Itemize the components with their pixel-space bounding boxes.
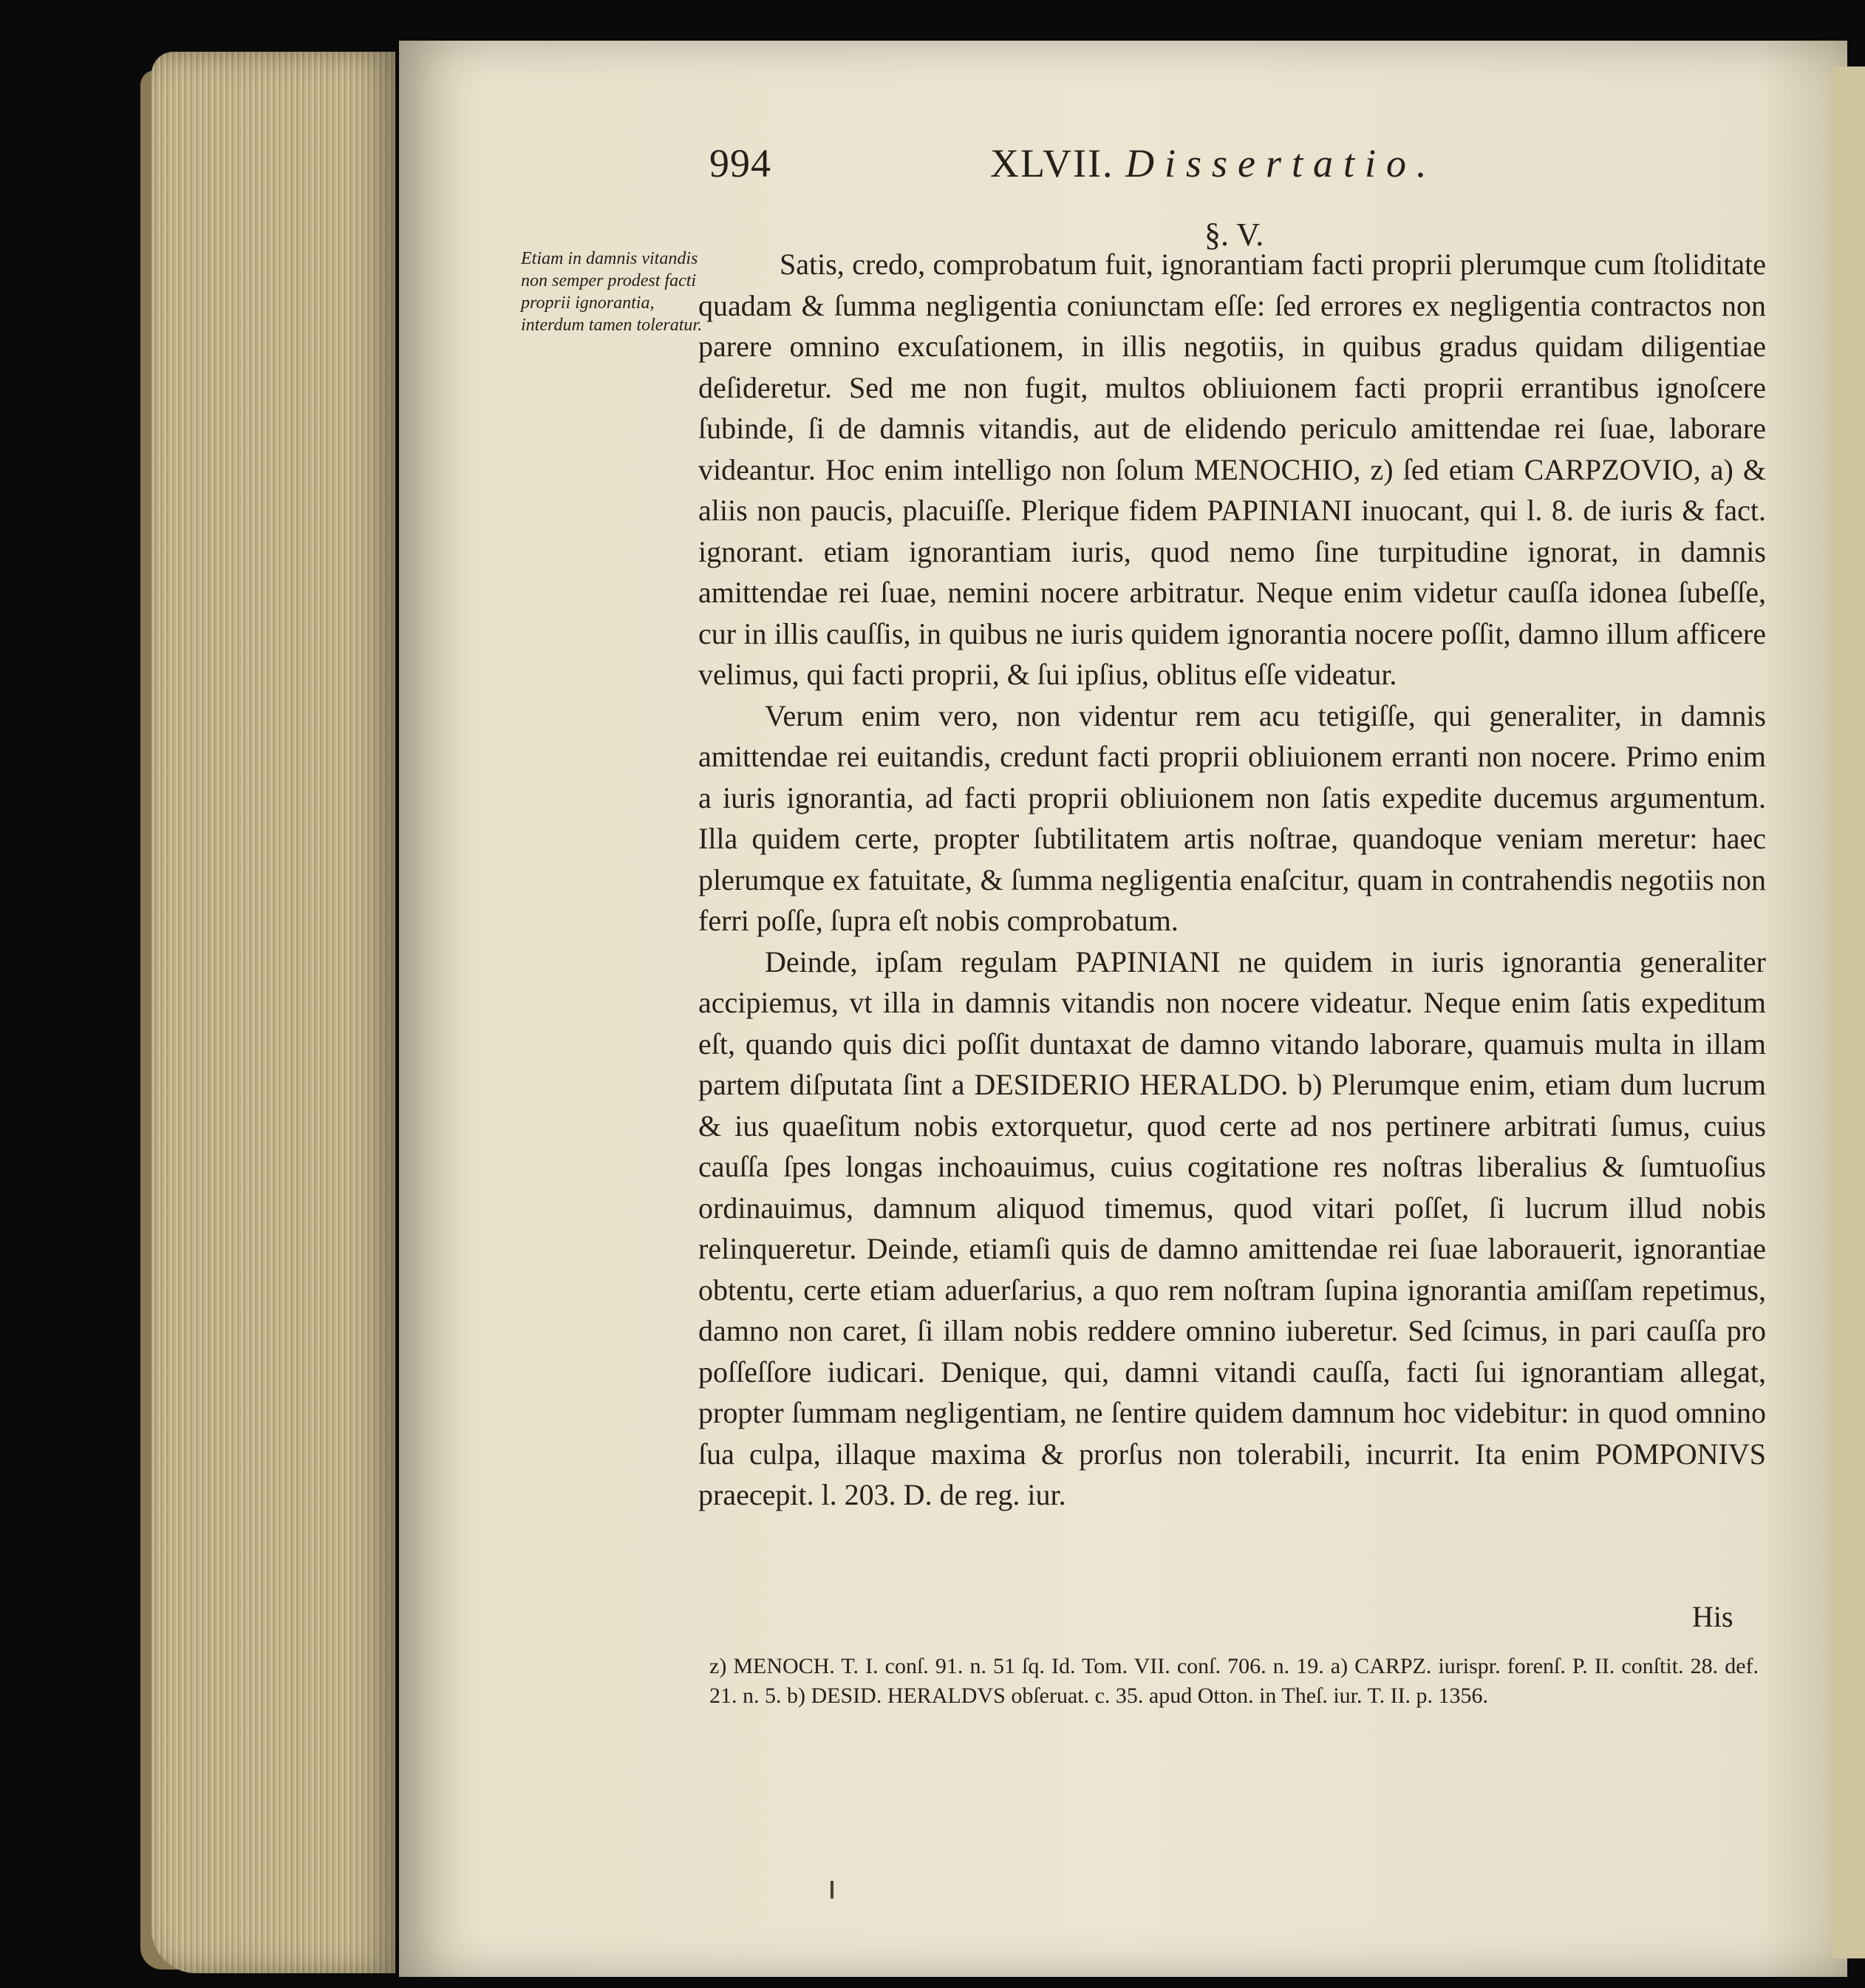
signature-mark [831, 1881, 833, 1899]
body-text [698, 244, 1766, 1516]
header-title [990, 140, 1437, 186]
facing-page-edge [1832, 67, 1865, 1958]
page-edges [151, 52, 395, 1973]
footnotes: z) MENOCH. T. I. conſ. 91. n. 51 ſq. Id. Tom. VII. conſ. 706. n. 19. a) CARPZ. iurispr. forenſ. P. II. conſtit. 28. def. 21. n. 5. b) DESID. HERALDVS obſeruat. c. 35. apud Otton. in Theſ. iur. T. II. p. 1356. [709, 1654, 1759, 1708]
paragraph-3: Deinde, ipſam regulam PAPINIANI ne quidem in iuris ignorantia generaliter accipiemus, vt illa in damnis vitandis non nocere videatur. Neque enim ſatis expeditum eſt, quando quis dici poſſit duntaxat de damno vitando laborare, quamuis multa in illam partem diſputata ſint a DESIDERIO HERALDO. b) Plerumque enim, etiam dum lucrum & ius quaeſitum nobis extorquetur, quod certe ad nos pertinere arbitrati ſumus, cuius cauſſa ſpes longas inchoauimus, cuius cogitatione res noſtras liberalius & ſumtuoſius ordinauimus, damnum aliquod timemus, quod vitari poſſet, ſi lucrum illud nobis relinqueretur. Deinde, etiamſi quis de damno amittendae rei ſuae laborauerit, ignorantiae obtentu, certe etiam aduerſarius, a quo rem noſtram ſupina ignorantia amiſſam repetimus, damno non caret, ſi illam nobis reddere omnino iuberetur. Sed ſcimus, in pari cauſſa pro poſſeſſore iudicari. Denique, qui, damni vitandi cauſſa, facti ſui ignorantiam allegat, propter ſummam negligentiam, ne ſentire quidem damnum hoc videbitur: in quod omnino ſua culpa, illaque maxima & prorſus non tolerabili, incurrit. Ita enim POMPONIVS praecepit. l. 203. D. de reg. iur. [698, 944, 1766, 1511]
catchword: His [1692, 1600, 1733, 1633]
section-heading: §. V. [1204, 217, 1264, 253]
margin-note: Etiam in damnis vitandis non semper prodest facti proprii ignorantia, interdum tamen toleratur. [521, 249, 703, 335]
paragraph-1: Satis, credo, comprobatum fuit, ignorantiam facti proprii plerumque cum ſtoliditate quadam & ſumma negligentia coniunctam eſſe: ſed errores ex negligentia contractos non parere omnino excuſationem, in illis negotiis, in quibus gradus quidam diligentiae deſideretur. Sed me non fugit, multos obliuionem facti proprii errantibus ignoſcere ſubinde, ſi de damnis vitandis, aut de elidendo periculo amittendae rei ſuae, laborare videantur. Hoc enim intelligo non ſolum MENOCHIO, z) ſed etiam CARPZOVIO, a) & aliis non paucis, placuiſſe. Plerique fidem PAPINIANI inuocant, qui l. 8. de iuris & fact. ignorant. etiam ignorantiam iuris, quod nemo ſine turpitudine ignorat, in damnis amittendae rei ſuae, nemini nocere arbitratur. Neque enim videtur cauſſa idonea ſubeſſe, cur in illis cauſſis, in quibus ne iuris quidem ignorantia nocere poſſit, damno illum afficere velimus, qui facti proprii, & ſui ipſius, oblitus eſſe videatur. [698, 248, 1766, 691]
header-word: Dissertatio. [1125, 141, 1437, 185]
paragraph-2: Verum enim vero, non videntur rem acu tetigiſſe, qui generaliter, in damnis amittendae rei euitandis, credunt facti proprii obliuionem erranti non nocere. Primo enim a iuris ignorantia, ad facti proprii obliuionem non ſatis expedite ducemus argumentum. Illa quidem certe, propter ſubtilitatem artis noſtrae, quandoque veniam meretur: haec plerumque ex fatuitate, & ſumma negligentia enaſcitur, quam in contrahendis negotiis non ferri poſſe, ſupra eſt nobis comprobatum. [698, 698, 1766, 937]
page-number: 994 [709, 141, 771, 185]
header-roman: XLVII. [990, 141, 1114, 185]
